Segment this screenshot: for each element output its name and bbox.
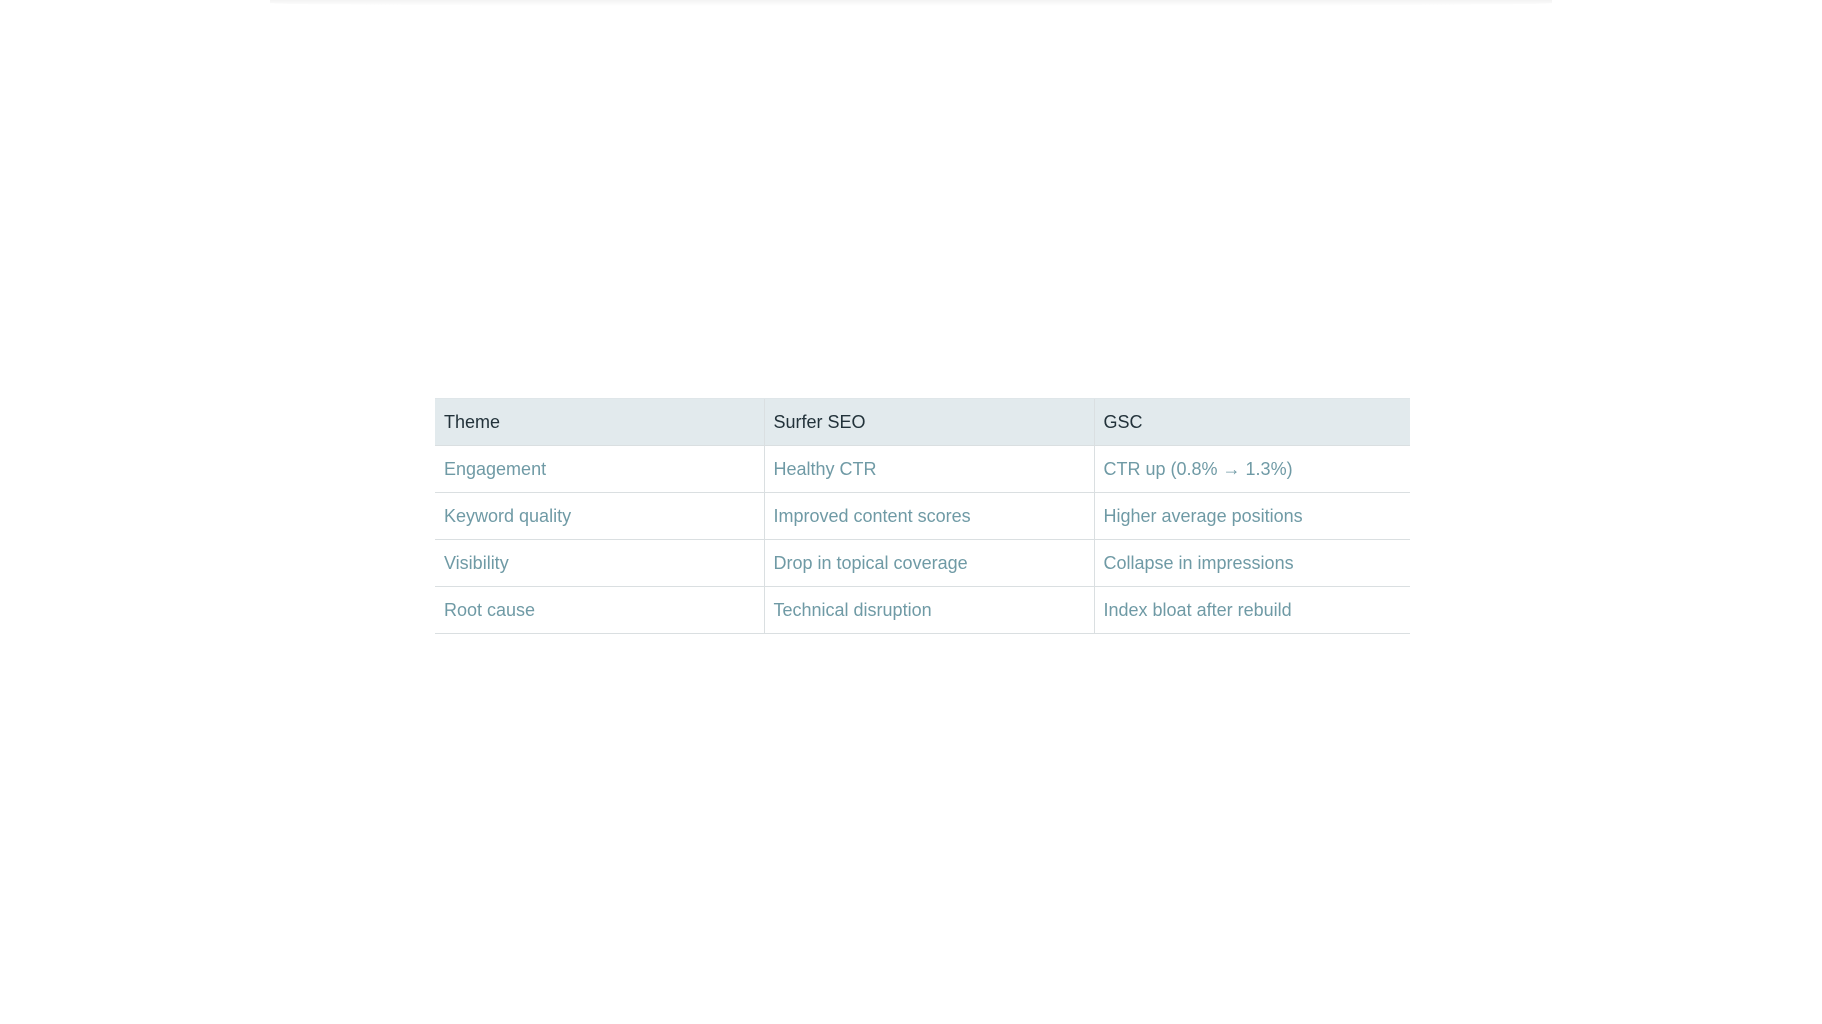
cell-surfer-seo: Technical disruption xyxy=(764,587,1094,634)
cell-gsc: Higher average positions xyxy=(1094,493,1410,540)
cell-gsc: Collapse in impressions xyxy=(1094,540,1410,587)
cell-gsc: Index bloat after rebuild xyxy=(1094,587,1410,634)
cell-theme: Engagement xyxy=(435,446,764,493)
table-row xyxy=(435,446,1410,493)
comparison-table xyxy=(435,398,1410,634)
header-row xyxy=(435,399,1410,446)
comparison-table-container xyxy=(435,398,1410,634)
top-shadow xyxy=(270,0,1552,6)
header-theme: Theme xyxy=(435,399,764,446)
cell-theme: Root cause xyxy=(435,587,764,634)
cell-gsc: CTR up (0.8% → 1.3%) xyxy=(1094,446,1410,493)
cell-theme: Keyword quality xyxy=(435,493,764,540)
cell-surfer-seo: Improved content scores xyxy=(764,493,1094,540)
table-row xyxy=(435,493,1410,540)
cell-theme: Visibility xyxy=(435,540,764,587)
header-gsc: GSC xyxy=(1094,399,1410,446)
table-row xyxy=(435,587,1410,634)
table-header xyxy=(435,399,1410,446)
cell-surfer-seo: Healthy CTR xyxy=(764,446,1094,493)
header-surfer-seo: Surfer SEO xyxy=(764,399,1094,446)
table-row xyxy=(435,540,1410,587)
table-body xyxy=(435,446,1410,634)
cell-surfer-seo: Drop in topical coverage xyxy=(764,540,1094,587)
